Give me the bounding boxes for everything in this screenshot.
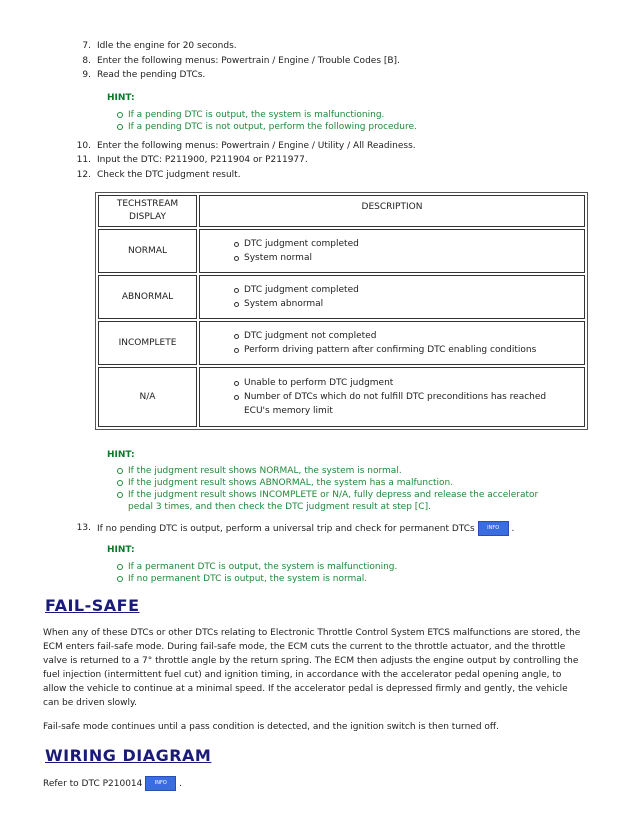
- step-11: [76, 154, 308, 166]
- hint-item: If a permanent DTC is output, the system is malfunctioning.: [128, 562, 398, 572]
- table-row: [98, 229, 585, 273]
- info-link-button[interactable]: INFO: [145, 776, 176, 791]
- description-cell: [199, 367, 585, 427]
- hint-item: If the judgment result shows NORMAL, the system is normal.: [128, 466, 402, 476]
- step-text: Input the DTC: P211900, P211904 or P211977.: [97, 155, 308, 165]
- step-7: [82, 40, 237, 52]
- description-cell: [199, 321, 585, 365]
- table-header-row: [98, 195, 585, 227]
- hint-item-continuation: pedal 3 times, and then check the DTC judgment result at step [C].: [128, 502, 431, 512]
- step-9: [82, 69, 206, 81]
- description-item: DTC judgment not completed: [244, 329, 584, 343]
- step-number: 12.: [76, 170, 91, 180]
- step-number: 11.: [76, 155, 91, 165]
- display-cell: ABNORMAL: [98, 275, 197, 319]
- table-row: [98, 367, 585, 427]
- step-text: Enter the following menus: Powertrain / Engine / Utility / All Readiness.: [97, 141, 416, 151]
- hint-title: HINT:: [107, 545, 135, 555]
- wiring-reference-text: Refer to DTC P210014: [43, 779, 143, 789]
- step-number: 10.: [76, 141, 91, 151]
- description-item: DTC judgment completed: [244, 237, 584, 251]
- description-item: System abnormal: [244, 297, 584, 311]
- hint-item: If a pending DTC is not output, perform the following procedure.: [128, 122, 417, 132]
- hint-item: If a pending DTC is output, the system is malfunctioning.: [128, 110, 385, 120]
- description-cell: [199, 229, 585, 273]
- step-text: Enter the following menus: Powertrain / Engine / Trouble Codes [B].: [97, 56, 400, 66]
- hint-item: If no permanent DTC is output, the system is normal.: [128, 574, 368, 584]
- header-techstream-display: [98, 195, 197, 227]
- info-link-button[interactable]: INFO: [478, 521, 509, 536]
- fail-safe-paragraph: When any of these DTCs or other DTCs relating to Electronic Throttle Control System ETCS malfunctions are stored, the ECM enters fail-safe mode. During fail-safe mode, the ECM cuts the current to the throttle actuator, and the throttle valve is returned to a 7° throttle angle by the return spring. The ECM then adjusts the engine output by controlling the fuel injection (intermittent fuel cut) and ignition timing, in accordance with the accelerator pedal opening angle, to allow the vehicle to continue at a minimal speed. If the accelerator pedal is depressed firmly and gently, the vehicle can be driven slowly.: [43, 628, 581, 708]
- step-text: Check the DTC judgment result.: [97, 170, 241, 180]
- dtc-judgment-table: [95, 192, 588, 430]
- description-cell: [199, 275, 585, 319]
- step-8: [82, 55, 400, 67]
- wiring-diagram-heading: WIRING DIAGRAM: [45, 746, 212, 765]
- step-10: [76, 140, 416, 152]
- step-text: If no pending DTC is output, perform a universal trip and check for permanent DTCs: [97, 524, 475, 534]
- step-12: [76, 169, 241, 181]
- step-text: Idle the engine for 20 seconds.: [97, 41, 237, 51]
- hint-title: HINT:: [107, 93, 135, 103]
- step-13: [76, 521, 515, 536]
- step-number: 8.: [82, 56, 91, 66]
- fail-safe-paragraph-2: Fail-safe mode continues until a pass condition is detected, and the ignition switch is then turned off.: [43, 722, 499, 732]
- fail-safe-heading: FAIL-SAFE: [45, 596, 140, 615]
- description-item: Perform driving pattern after confirming DTC enabling conditions: [244, 343, 584, 357]
- description-item: Number of DTCs which do not fulfill DTC preconditions has reached: [244, 390, 584, 404]
- header-line: TECHSTREAM: [116, 199, 179, 209]
- description-item: DTC judgment completed: [244, 283, 584, 297]
- hint-item: If the judgment result shows ABNORMAL, the system has a malfunction.: [128, 478, 454, 488]
- wiring-suffix: .: [179, 779, 183, 789]
- header-line: DISPLAY: [129, 212, 166, 222]
- display-cell: N/A: [98, 367, 197, 427]
- table-row: [98, 275, 585, 319]
- step-number: 7.: [82, 41, 91, 51]
- hint-item: If the judgment result shows INCOMPLETE or N/A, fully depress and release the accelerator: [128, 490, 539, 500]
- description-item: System normal: [244, 251, 584, 265]
- description-item-continuation: ECU's memory limit: [244, 406, 333, 416]
- hint-title: HINT:: [107, 450, 135, 460]
- display-cell: NORMAL: [98, 229, 197, 273]
- header-description: DESCRIPTION: [199, 195, 585, 227]
- step-number: 9.: [82, 70, 91, 80]
- display-cell: INCOMPLETE: [98, 321, 197, 365]
- wiring-reference: [43, 776, 182, 791]
- step-text: Read the pending DTCs.: [97, 70, 206, 80]
- table-row: [98, 321, 585, 365]
- step-suffix: .: [511, 524, 515, 534]
- step-number: 13.: [76, 523, 91, 533]
- description-item: Unable to perform DTC judgment: [244, 376, 584, 390]
